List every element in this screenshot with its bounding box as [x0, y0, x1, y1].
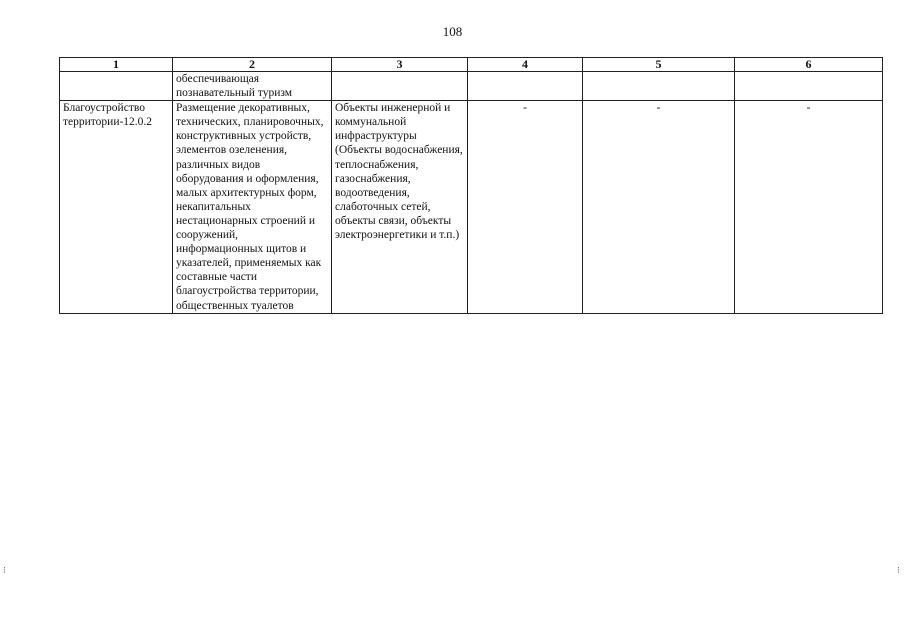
cell-description: обеспечивающая познавательный туризм	[173, 72, 332, 101]
scan-mark-right: ⁝	[897, 565, 900, 575]
cell-use-name	[60, 72, 173, 101]
permitted-use-table	[59, 57, 883, 314]
cell-col-4	[468, 72, 583, 101]
cell-auxiliary-uses: Объекты инженерной и коммунальной инфраструктуры (Объекты водоснабжения, теплоснабжения, газоснабжения, водоотведения, слаботочных сетей, объекты связи, объекты электроэнергетики и т.п.)	[332, 101, 468, 313]
cell-auxiliary-uses	[332, 72, 468, 101]
table-row	[60, 72, 883, 101]
table-row	[60, 101, 883, 313]
scan-mark-left: ⁝	[3, 565, 6, 575]
header-col-4: 4	[468, 58, 583, 72]
cell-col-6	[735, 72, 883, 101]
cell-col-5	[583, 72, 735, 101]
header-col-2: 2	[173, 58, 332, 72]
header-col-5: 5	[583, 58, 735, 72]
header-col-3: 3	[332, 58, 468, 72]
cell-col-4: -	[468, 101, 583, 313]
page-number: 108	[442, 24, 463, 39]
cell-description: Размещение декоративных, технических, планировочных, конструктивных устройств, элементов озеленения, различных видов оборудования и оформления, малых архитектурных форм, некапитальных нестационарных строений и сооружений, информационных щитов и указателей, применяемых как составные части благоустройства территории, общественных туалетов	[173, 101, 332, 313]
header-col-6: 6	[735, 58, 883, 72]
cell-col-5: -	[583, 101, 735, 313]
table-header-row	[60, 58, 883, 72]
cell-col-6: -	[735, 101, 883, 313]
cell-use-name: Благоустройство территории-12.0.2	[60, 101, 173, 313]
header-col-1: 1	[60, 58, 173, 72]
